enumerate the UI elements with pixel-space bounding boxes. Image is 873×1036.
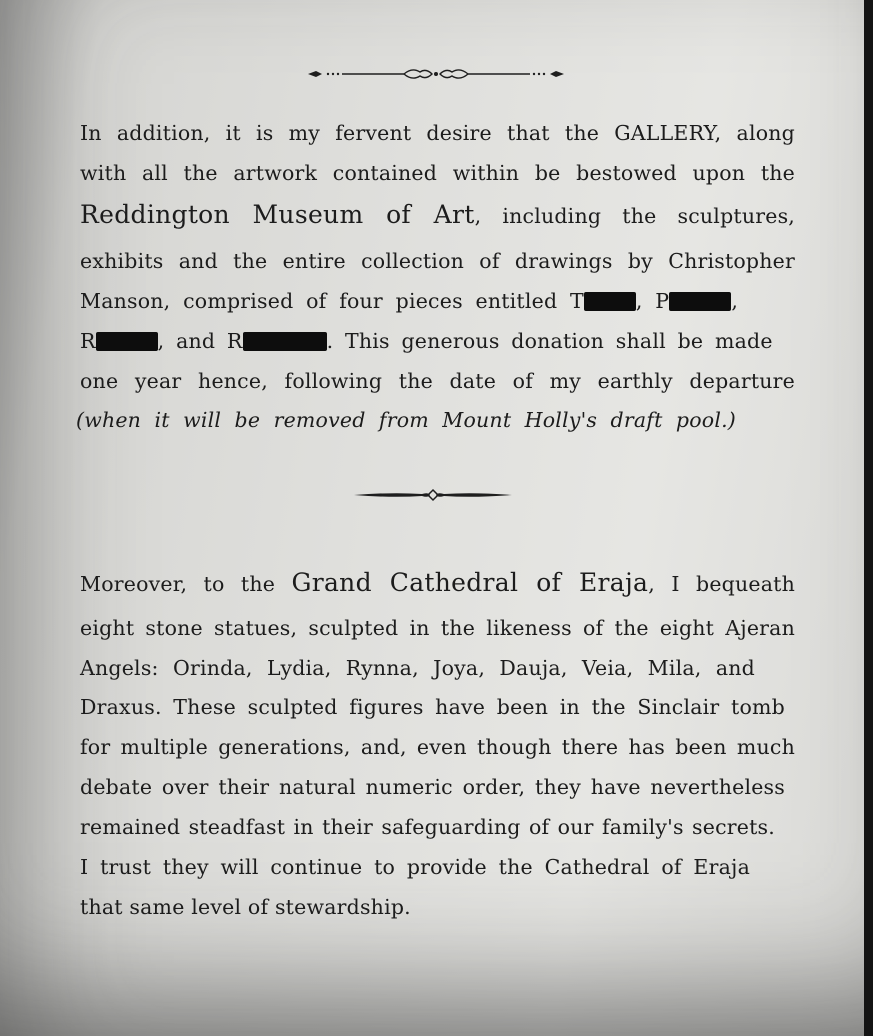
text-line: debate over their natural numeric order, they have nevertheless [80,775,785,799]
text-line: Reddington Museum of Art, including the sculptures, [80,200,795,229]
text-line: Angels: Orinda, Lydia, Rynna, Joya, Dauja, Veia, Mila, and [80,656,755,680]
text-line: Moreover, to the Grand Cathedral of Eraja, I bequeath [80,568,795,597]
text-line: In addition, it is my fervent desire that the GALLERY, along [80,121,795,145]
text-line: Manson, comprised of four pieces entitled T , P , [80,289,739,313]
redaction-bar [96,332,158,351]
text-line: R , and R . This generous donation shall be made [80,329,773,353]
cathedral-name: Grand Cathedral of Eraja [291,568,649,597]
draft-pool-note: (when it will be removed from Mount Holly's draft pool.) [76,408,736,432]
text-line: with all the artwork contained within be bestowed upon the [80,161,795,185]
redaction-bar [584,292,636,311]
redaction-bar [243,332,327,351]
text-line: Draxus. These sculpted figures have been in the Sinclair tomb [80,695,785,719]
redaction-bar [669,292,731,311]
text-line: exhibits and the entire collection of drawings by Christopher [80,249,795,273]
middle-ornament-divider [352,487,514,503]
museum-name: Reddington Museum of Art [80,200,475,229]
text-line: that same level of stewardship. [80,895,411,919]
text-line: one year hence, following the date of my earthly departure [80,369,795,393]
top-ornament-divider [306,64,566,84]
text-line: remained steadfast in their safeguarding of our family's secrets. [80,815,775,839]
text-line: for multiple generations, and, even though there has been much [80,735,795,759]
text-line: eight stone statues, sculpted in the likeness of the eight Ajeran [80,616,795,640]
text-line: I trust they will continue to provide the Cathedral of Eraja [80,855,750,879]
